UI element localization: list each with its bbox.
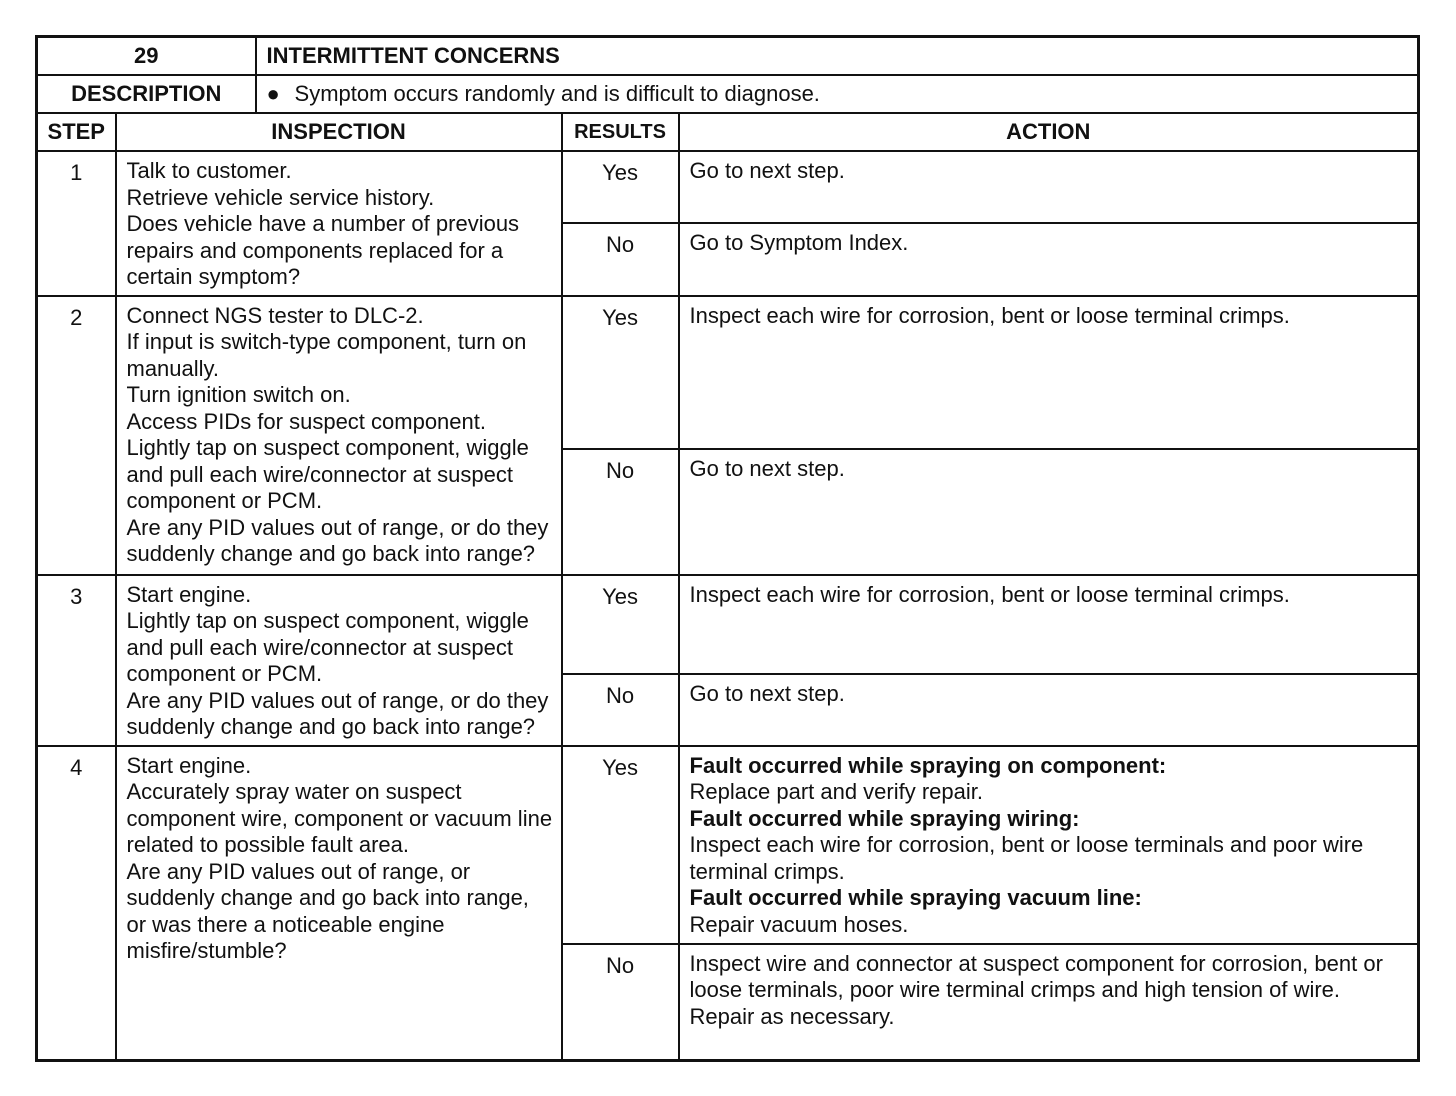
action-line: Go to next step. (689, 680, 845, 706)
step-1-yes-row (37, 151, 1419, 223)
inspection-line: Talk to customer. (126, 158, 292, 183)
action-heading: Fault occurred while spraying on component: (689, 752, 1167, 778)
description-label: DESCRIPTION (37, 75, 256, 113)
column-header-results: RESULTS (562, 113, 679, 151)
step-4-inspection (116, 746, 562, 1061)
inspection-line: Are any PID values out of range, or do they suddenly change and go back into range? (126, 514, 549, 566)
step-2-yes-row (37, 296, 1419, 449)
inspection-line: Are any PID values out of range, or do they suddenly change and go back into range? (126, 687, 549, 739)
inspection-line: Retrieve vehicle service history. (126, 184, 435, 210)
action-line: Replace part and verify repair. (689, 779, 984, 804)
step-1-inspection (116, 151, 562, 296)
description-row (37, 75, 1419, 113)
result-yes: Yes (562, 151, 679, 223)
step-number: 1 (37, 151, 116, 296)
step-number: 4 (37, 746, 116, 1061)
bullet-icon: ● (266, 81, 280, 106)
action-line: Inspect each wire for corrosion, bent or loose terminal crimps. (689, 302, 1290, 328)
description-cell (256, 75, 1419, 113)
action-yes (679, 746, 1419, 944)
inspection-line: Are any PID values out of range, or suddenly change and go back into range, or was there a noticeable engine misfire/stumble? (126, 858, 529, 963)
step-3-yes-row (37, 575, 1419, 674)
inspection-line: Start engine. (126, 752, 252, 778)
action-line: Repair as necessary. (689, 1003, 895, 1029)
step-2-inspection (116, 296, 562, 575)
action-line: Go to next step. (689, 455, 845, 481)
column-header-inspection: INSPECTION (116, 113, 562, 151)
result-yes: Yes (562, 575, 679, 674)
result-yes: Yes (562, 296, 679, 449)
inspection-line: Does vehicle have a number of previous repairs and components replaced for a certain symptom? (126, 211, 520, 289)
action-line: Repair vacuum hoses. (689, 911, 909, 937)
column-header-row (37, 113, 1419, 151)
action-line: Inspect each wire for corrosion, bent or loose terminal crimps. (689, 581, 1290, 607)
inspection-line: Lightly tap on suspect component, wiggle and pull each wire/connector at suspect component or PCM. (126, 608, 529, 686)
inspection-line: Accurately spray water on suspect component wire, component or vacuum line related to possible fault area. (126, 779, 553, 857)
title-row (37, 37, 1419, 76)
procedure-number: 29 (37, 37, 256, 76)
action-line: Inspect wire and connector at suspect component for corrosion, bent or loose terminals, poor wire terminal crimps and high tension of wire. (689, 950, 1383, 1002)
action-line: Go to next step. (689, 158, 845, 183)
action-no (679, 223, 1419, 295)
diagnostic-table (35, 35, 1420, 1062)
result-no: No (562, 449, 679, 575)
result-yes: Yes (562, 746, 679, 944)
action-yes (679, 296, 1419, 449)
result-no: No (562, 223, 679, 295)
inspection-line: Lightly tap on suspect component, wiggle and pull each wire/connector at suspect component or PCM. (126, 435, 529, 513)
inspection-line: Connect NGS tester to DLC-2. (126, 302, 424, 328)
action-no (679, 944, 1419, 1061)
step-number: 3 (37, 575, 116, 746)
procedure-title: INTERMITTENT CONCERNS (256, 37, 1419, 76)
inspection-line: Access PIDs for suspect component. (126, 408, 486, 434)
action-heading: Fault occurred while spraying vacuum line: (689, 885, 1142, 910)
step-number: 2 (37, 296, 116, 575)
action-heading: Fault occurred while spraying wiring: (689, 805, 1080, 831)
action-line: Inspect each wire for corrosion, bent or loose terminals and poor wire terminal crimps. (689, 832, 1364, 884)
inspection-line: Start engine. (126, 581, 252, 607)
action-line: Go to Symptom Index. (689, 230, 909, 256)
result-no: No (562, 944, 679, 1061)
result-no: No (562, 674, 679, 746)
inspection-line: Turn ignition switch on. (126, 382, 351, 407)
step-3-inspection (116, 575, 562, 746)
description-text: Symptom occurs randomly and is difficult to diagnose. (294, 81, 820, 106)
step-4-yes-row (37, 746, 1419, 944)
action-yes (679, 151, 1419, 223)
action-yes (679, 575, 1419, 674)
action-no (679, 674, 1419, 746)
action-no (679, 449, 1419, 575)
column-header-action: ACTION (679, 113, 1419, 151)
inspection-line: If input is switch-type component, turn on manually. (126, 329, 527, 381)
column-header-step: STEP (37, 113, 116, 151)
diagnostic-table-sheet (35, 35, 1417, 1062)
